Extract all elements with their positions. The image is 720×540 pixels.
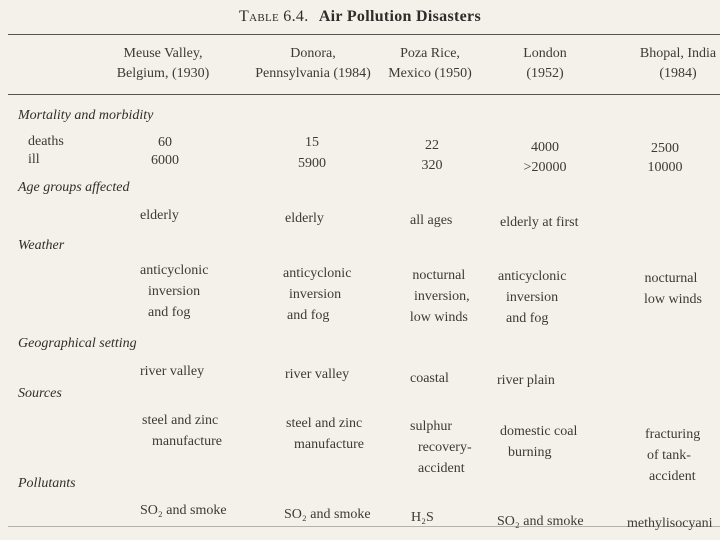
table-caption: Air Pollution Disasters (318, 8, 481, 25)
section-geographical-setting: Geographical setting (18, 336, 137, 351)
top-rule (8, 34, 720, 35)
row-label-deaths: deaths (28, 134, 64, 149)
section-sources: Sources (18, 386, 62, 401)
sources-poza-rice: sulphur recovery- accident (410, 419, 472, 476)
column-header-london: London (1952) (523, 46, 567, 81)
sources-london: domestic coal burning (500, 424, 578, 460)
column-header-meuse: Meuse Valley, Belgium, (1930) (116, 46, 210, 81)
age-poza-rice: all ages (410, 213, 453, 228)
age-donora: elderly (285, 211, 324, 226)
deaths-meuse: 60 (158, 135, 172, 150)
ill-poza-rice: 320 (421, 158, 443, 173)
deaths-poza-rice: 22 (425, 138, 439, 153)
bottom-rule (8, 526, 720, 527)
pollutants-donora: SO₂ and smoke (284, 507, 371, 522)
table-number: Table 6.4. (239, 8, 309, 25)
column-header-poza-rice: Poza Rice, Mexico (1950) (388, 46, 472, 81)
section-age-groups: Age groups affected (18, 180, 130, 195)
ill-donora: 5900 (298, 156, 326, 171)
section-weather: Weather (18, 238, 65, 253)
weather-donora: anticyclonic inversion and fog (283, 266, 352, 323)
pollutants-london: SO₂ and smoke (497, 514, 584, 529)
pollutants-bhopal: methylisocyani (627, 516, 713, 531)
weather-london: anticyclonic inversion and fog (498, 269, 567, 326)
geo-poza-rice: coastal (410, 371, 449, 386)
sources-bhopal: fracturing of tank- accident (645, 427, 701, 484)
ill-london: >20000 (523, 160, 567, 175)
geo-london: river plain (497, 373, 555, 388)
section-mortality: Mortality and morbidity (18, 108, 154, 123)
age-meuse: elderly (140, 208, 179, 223)
column-header-bhopal: Bhopal, India (1984) (639, 46, 717, 81)
weather-meuse: anticyclonic inversion and fog (140, 263, 209, 320)
ill-bhopal: 10000 (647, 160, 683, 175)
deaths-donora: 15 (305, 135, 319, 150)
sources-meuse: steel and zinc manufacture (142, 413, 222, 449)
deaths-bhopal: 2500 (651, 141, 679, 156)
table-title (0, 8, 720, 26)
weather-poza-rice: nocturnal inversion, low winds (409, 268, 470, 325)
sources-donora: steel and zinc manufacture (286, 416, 364, 452)
column-header-donora: Donora, Pennsylvania (1984) (255, 46, 371, 81)
weather-bhopal: nocturnal low winds (644, 271, 702, 307)
geo-donora: river valley (285, 367, 350, 382)
pollutants-meuse: SO₂ and smoke (140, 503, 227, 518)
row-label-ill: ill (28, 152, 40, 167)
section-pollutants: Pollutants (18, 476, 76, 491)
header-rule (8, 94, 720, 95)
pollutants-poza-rice: H₂S (411, 510, 434, 525)
geo-meuse: river valley (140, 364, 205, 379)
age-london: elderly at first (500, 215, 579, 230)
ill-meuse: 6000 (151, 153, 179, 168)
deaths-london: 4000 (531, 140, 559, 155)
